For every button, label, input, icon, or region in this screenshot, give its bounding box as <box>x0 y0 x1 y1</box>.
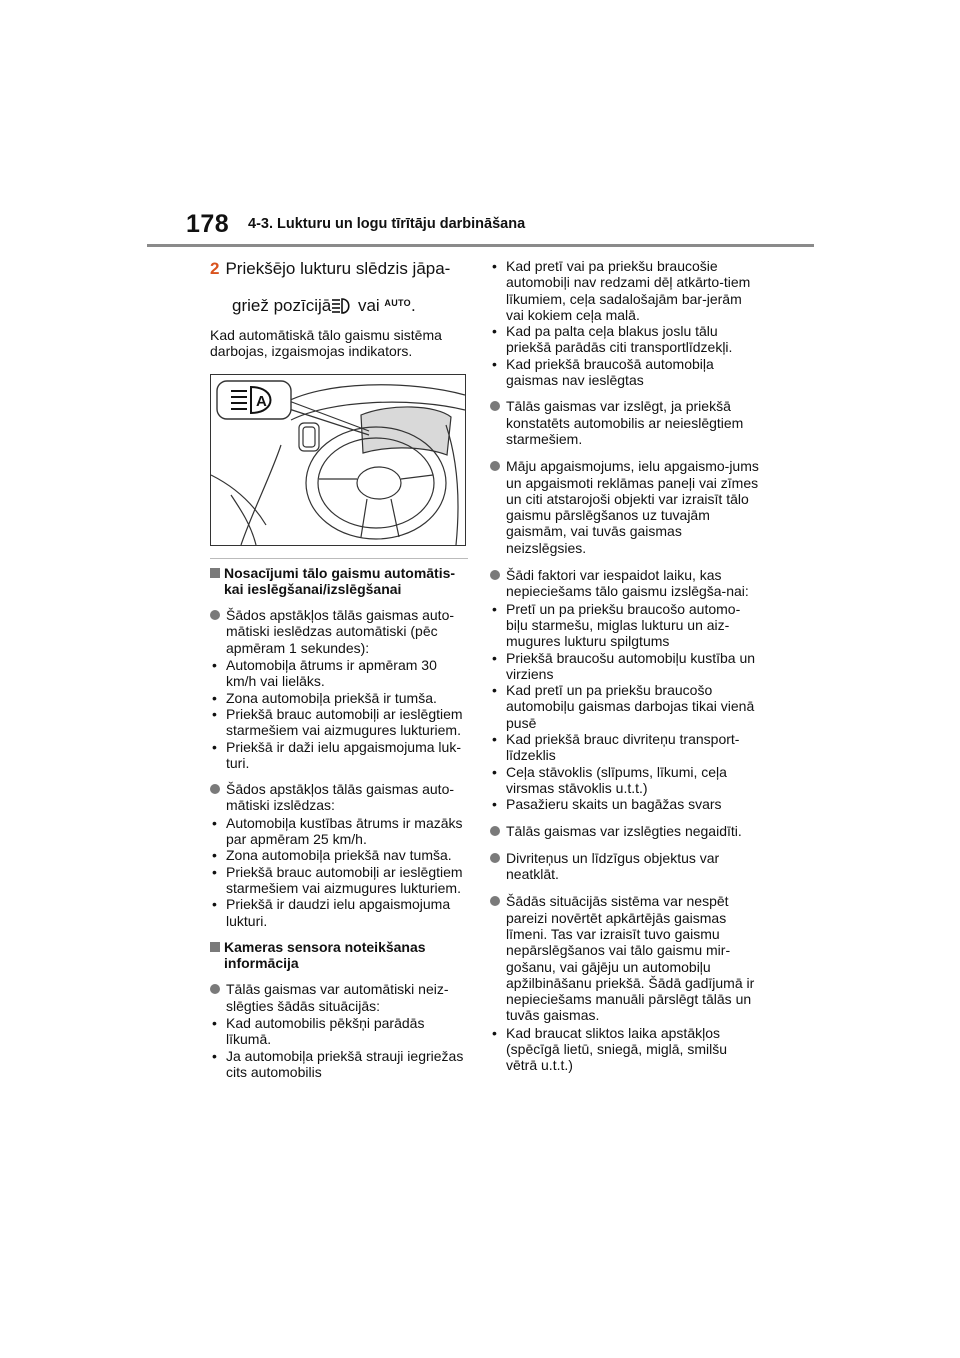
list-item: • Pasažieru skaits un bagāžas svars <box>490 796 760 812</box>
auto-badge: AUTO <box>384 298 411 308</box>
list-item: • Zona automobiļa priekšā ir tumša. <box>210 690 468 706</box>
bullet-b9 <box>490 893 760 1023</box>
circle-bullet-icon <box>490 826 500 836</box>
bullet-off-text: Šādos apstākļos tālās gaismas auto-mātiski izslēdzas: <box>226 781 455 814</box>
circle-bullet-icon <box>490 401 500 411</box>
bullet-on-text: Šādos apstākļos tālās gaismas auto-mātiski ieslēdzas automātiski (pēc apmēram 1 sekundes): <box>226 607 455 656</box>
heading-conditions <box>210 565 468 598</box>
heading-camera-text: Kameras sensora noteikšanas informācija <box>224 938 426 972</box>
right-column <box>490 258 760 1084</box>
list-item: • Kad pretī un pa priekšu braucošo automobiļu gaismas darbojas tikai vienā pusē <box>490 682 760 731</box>
list-item: • Automobiļa ātrums ir apmēram 30 km/h vai lielāks. <box>210 657 468 690</box>
bullet-b9-text: Šādās situācijās sistēma var nespēt pareizi novērtēt apkārtējās gaismas līmeni. Tas var izraisīt tuvo gaismu nepārslēgšanos vai tālo gaismu mir-gošanu, vai gājēju un automobiļu apžilbināšanu priekšā. Šādā gadījumā ir nepieciešams manuāli pārslēgt tālās un tuvās gaismas. <box>506 893 755 1024</box>
heading-camera <box>210 939 468 972</box>
intro-text: Kad automātiskā tālo gaismu sistēma darbojas, izgaismojas indikators. <box>210 327 442 360</box>
page-number: 178 <box>186 210 230 238</box>
step-text-line1: Priekšējo lukturu slēdzis jāpa- <box>225 259 451 278</box>
bullet-b4-text: Tālās gaismas var izslēgt, ja priekšā konstatēts automobilis ar neieslēgtiem starmešiem. <box>506 398 744 447</box>
left-column <box>210 258 468 1090</box>
list-item: • Ceļa stāvoklis (slīpums, līkumi, ceļa virsmas stāvoklis u.t.t.) <box>490 764 760 797</box>
list-item: • Kad braucat sliktos laika apstākļos (spēcīgā lietū, sniegā, miglā, smilšu vētrā u.t.t.) <box>490 1025 760 1074</box>
list-item: • Priekšā ir daži ielu apgaismojuma luk-turi. <box>210 739 468 772</box>
list-item: • Priekšā brauc automobiļi ar ieslēgtiem starmešiem vai aizmugures lukturiem. <box>210 864 468 897</box>
list-item: • Kad priekšā brauc divriteņu transport-līdzeklis <box>490 731 760 764</box>
circle-bullet-icon <box>490 461 500 471</box>
list-item: • Ja automobiļa priekšā strauji iegriežas cits automobilis <box>210 1048 468 1081</box>
list-item: • Kad pretī vai pa priekšu braucošie automobiļi nav redzami dēļ atkārto-tiem līkumiem, ceļa sadalošajām bar-jerām vai kokiem ceļa malā. <box>490 258 760 323</box>
factors-list <box>490 601 760 813</box>
list-item: • Priekšā ir daudzi ielu apgaismojuma lukturi. <box>210 896 468 929</box>
step-text-line2 <box>210 292 468 321</box>
heading-conditions-text: Nosacījumi tālo gaismu automātis-kai ieslēgšanai/izslēgšanai <box>224 564 456 597</box>
bullet-b5-text: Māju apgaismojums, ielu apgaismo-jums un apgaismoti reklāmas paneļi vai zīmes un citi atstarojoši objekti var izraisīt tālo gaismu pārslēgšanos uz tuvajām gaismām, vai tuvās gaismas neizslēgsies. <box>506 458 759 556</box>
bullet-b8 <box>490 850 760 883</box>
list-item: • Priekšā braucošu automobiļu kustība un virziens <box>490 650 760 683</box>
bullet-b7 <box>490 823 760 839</box>
bullet-off-conditions <box>210 781 468 814</box>
high-beam-icon <box>331 297 353 321</box>
weather-list <box>490 1025 760 1074</box>
list-item: • Zona automobiļa priekšā nav tumša. <box>210 847 468 863</box>
off-conditions-list <box>210 815 468 929</box>
circle-bullet-icon <box>490 896 500 906</box>
step-text-or: vai <box>353 296 385 315</box>
bullet-b8-text: Divriteņus un līdzīgus objektus var neatklāt. <box>506 849 720 883</box>
step-text-end: . <box>410 296 416 315</box>
circle-bullet-icon <box>490 570 500 580</box>
step-text-before: griež pozīcijā <box>232 296 332 315</box>
square-bullet-icon <box>210 568 220 578</box>
list-item: • Automobiļa kustības ātrums ir mazāks par apmēram 25 km/h. <box>210 815 468 848</box>
bullet-camera <box>210 981 468 1014</box>
step-number: 2 <box>210 259 220 278</box>
list-item: • Kad priekšā braucošā automobiļa gaismas nav ieslēgtas <box>490 356 760 389</box>
bullet-b6 <box>490 567 760 600</box>
auto-indicator-letter: A <box>256 392 267 410</box>
list-item: • Kad pa palta ceļa blakus joslu tālu priekšā parādās citi transportlīdzekļi. <box>490 323 760 356</box>
on-conditions-list <box>210 657 468 771</box>
section-title: 4-3. Lukturu un logu tīrītāju darbināšana <box>248 216 526 232</box>
bullet-camera-text: Tālās gaismas var automātiski neiz-slēgties šādās situācijās: <box>226 981 449 1014</box>
list-item: • Pretī un pa priekšu braucošo automo-biļu starmešu, miglas lukturu un aiz-mugures lukturu spilgtums <box>490 601 760 650</box>
continued-list <box>490 258 760 388</box>
camera-list <box>210 1015 468 1080</box>
bullet-b6-text: Šādi faktori var iespaidot laiku, kas nepieciešams tālo gaismu izslēgša-nai: <box>506 567 749 600</box>
bullet-b4 <box>490 398 760 447</box>
list-item: • Kad automobilis pēkšņi parādās līkumā. <box>210 1015 468 1048</box>
dashboard-illustration <box>210 374 466 546</box>
list-item: • Priekšā brauc automobiļi ar ieslēgtiem starmešiem vai aizmugures lukturiem. <box>210 706 468 739</box>
square-bullet-icon <box>210 942 220 952</box>
circle-bullet-icon <box>210 984 220 994</box>
step-2 <box>210 258 468 321</box>
circle-bullet-icon <box>490 853 500 863</box>
illustration-rule <box>210 558 468 559</box>
circle-bullet-icon <box>210 784 220 794</box>
bullet-b7-text: Tālās gaismas var izslēgties negaidīti. <box>506 822 742 839</box>
bullet-on-conditions <box>210 607 468 656</box>
bullet-b5 <box>490 458 760 556</box>
header-rule <box>147 244 814 247</box>
circle-bullet-icon <box>210 610 220 620</box>
